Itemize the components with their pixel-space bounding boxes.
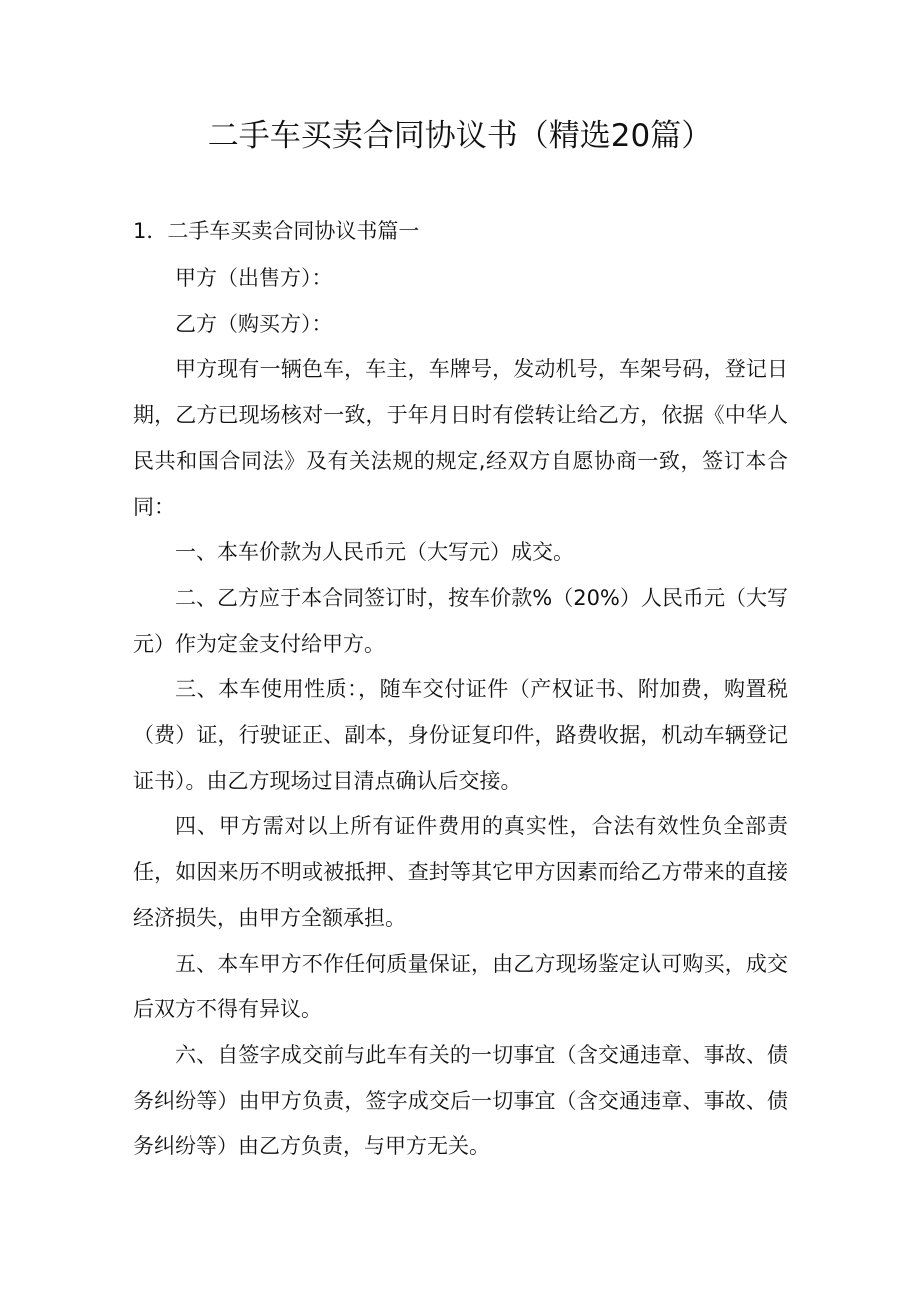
- document-title: 二手车买卖合同协议书（精选20篇）: [207, 118, 713, 154]
- clause-2: 二、乙方应于本合同签订时，按车价款%（20%）人民币元（大写元）作为定金支付给甲方。: [133, 585, 788, 656]
- party-a-line: 甲方（出售方）：: [175, 266, 333, 290]
- clause-1: 一、本车价款为人民币元（大写元）成交。: [175, 540, 574, 565]
- clause-4: 四、甲方需对以上所有证件费用的真实性，合法有效性负全部责任，如因来历不明或被抵押、查封等其它甲方因素而给乙方带来的直接经济损失，由甲方全额承担。: [133, 814, 788, 930]
- section-heading: 1．二手车买卖合同协议书篇一: [133, 219, 420, 243]
- clause-3: 三、本车使用性质：，随车交付证件（产权证书、附加费，购置税（费）证，行驶证正、副本，身份证复印件，路费收据，机动车辆登记证书）。由乙方现场过目清点确认后交接。: [133, 677, 788, 793]
- clause-6: 六、自签字成交前与此车有关的一切事宜（含交通违章、事故、债务纠纷等）由甲方负责，签字成交后一切事宜（含交通违章、事故、债务纠纷等）由乙方负责，与甲方无关。: [133, 1042, 788, 1159]
- clause-5: 五、本车甲方不作任何质量保证，由乙方现场鉴定认可购买，成交后双方不得有异议。: [133, 951, 788, 1022]
- paragraph-intro: 甲方现有一辆色车，车主，车牌号，发动机号，车架号码，登记日期，乙方已现场核对一致，于年月日时有偿转让给乙方，依据《中华人民共和国合同法》及有关法规的规定,经双方自愿协商一致，签订本合同：: [133, 357, 788, 519]
- party-b-line: 乙方（购买方）：: [175, 311, 333, 336]
- document-body: [133, 256, 788, 1170]
